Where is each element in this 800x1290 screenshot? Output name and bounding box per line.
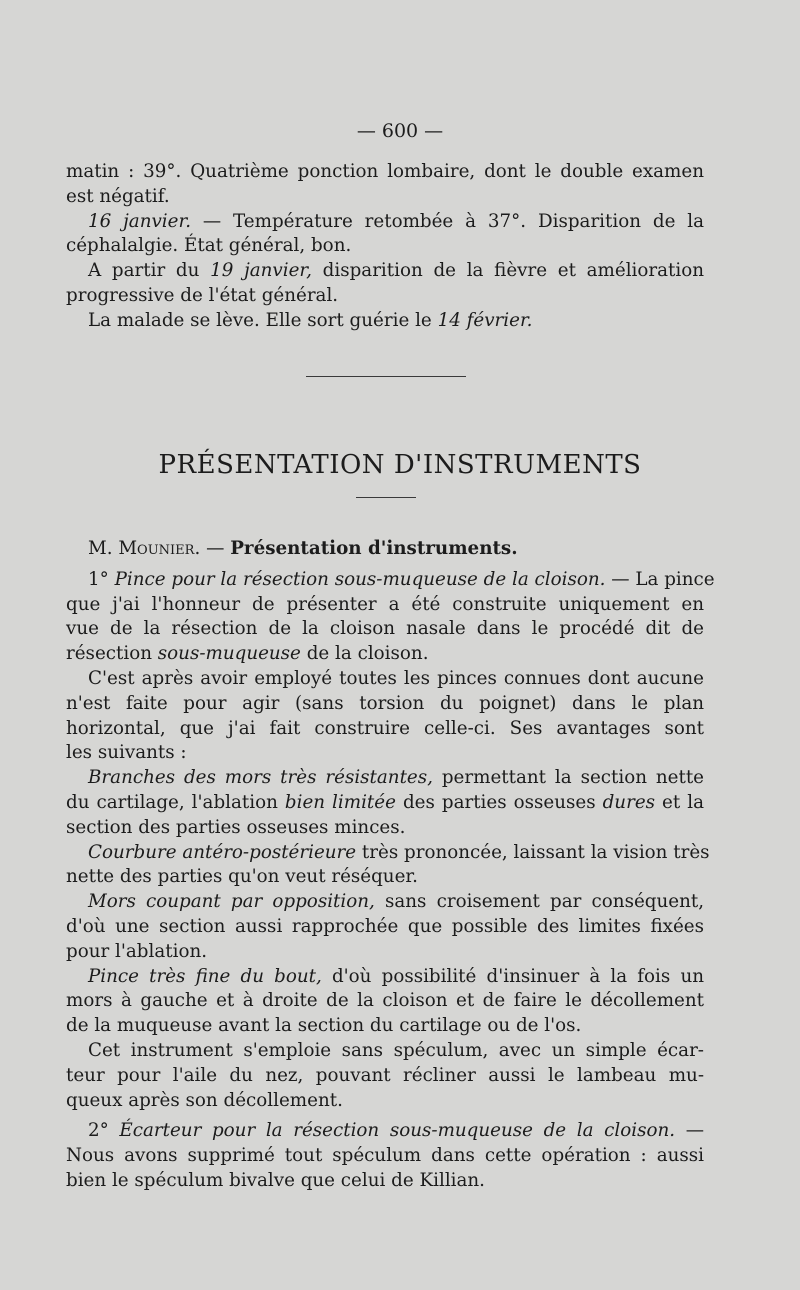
text-line: C'est après avoir employé toutes les pinces connues dont aucune	[88, 667, 704, 689]
text-line: section des parties osseuses minces.	[66, 816, 406, 838]
text-line: La malade se lève. Elle sort guérie le 14 février.	[88, 309, 533, 331]
title-underline	[356, 497, 416, 498]
text-line: d'où une section aussi rapprochée que possible des limites fixées	[66, 915, 704, 937]
section-divider	[306, 376, 466, 377]
text-line: Courbure antéro-postérieure très prononcée, laissant la vision très	[88, 841, 710, 863]
text-line: 1° Pince pour la résection sous-muqueuse de la cloison. — La pince	[88, 568, 715, 590]
text-line: Mors coupant par opposition, sans croisement par conséquent,	[88, 891, 704, 913]
text-line: mors à gauche et à droite de la cloison et de faire le décollement	[66, 990, 704, 1012]
presentation-body	[66, 537, 715, 1194]
text-line: horizontal, que j'ai fait construire celle-ci. Ses avantages sont	[66, 717, 704, 739]
text-line: pour l'ablation.	[66, 940, 208, 962]
text-line: Pince très fine du bout, d'où possibilité d'insinuer à la fois un	[88, 965, 704, 987]
text-line: est négatif.	[66, 185, 170, 207]
case-report-end	[66, 160, 704, 334]
text-line: de la muqueuse avant la section du cartilage ou de l'os.	[66, 1015, 582, 1037]
text-line: que j'ai l'honneur de présenter a été construite uniquement en	[66, 593, 704, 615]
text-line: matin : 39°. Quatrième ponction lombaire, dont le double examen	[66, 161, 704, 182]
text-line: teur pour l'aile du nez, pouvant récliner aussi le lambeau mu-	[66, 1064, 704, 1086]
text-line: queux après son décollement.	[66, 1089, 343, 1111]
text-line: vue de la résection de la cloison nasale dans le procédé dit de	[66, 618, 704, 640]
section-title: PRÉSENTATION D'INSTRUMENTS	[158, 450, 642, 480]
text-line: bien le spéculum bivalve que celui de Killian.	[66, 1169, 485, 1191]
text-line: du cartilage, l'ablation bien limitée des parties osseuses dures et la	[66, 791, 704, 813]
text-line: résection sous-muqueuse de la cloison.	[66, 643, 429, 665]
text-line: Branches des mors très résistantes, permettant la section nette	[88, 767, 705, 789]
text-line: 2° Écarteur pour la résection sous-muqueuse de la cloison. —	[88, 1120, 704, 1142]
text-line: progressive de l'état général.	[66, 284, 339, 306]
text-line: Nous avons supprimé tout spéculum dans cette opération : aussi	[66, 1145, 704, 1167]
text-line: les suivants :	[66, 742, 187, 764]
author-line: M. Mounier. — Présentation d'instruments.	[88, 538, 518, 559]
page-number: — 600 —	[356, 120, 444, 142]
text-line: 16 janvier. — Température retombée à 37°. Disparition de la	[88, 210, 705, 232]
text-line: nette des parties qu'on veut réséquer.	[66, 866, 418, 888]
text-line: n'est faite pour agir (sans torsion du poignet) dans le plan	[66, 692, 704, 714]
text-line: Cet instrument s'emploie sans spéculum, avec un simple écar-	[88, 1039, 704, 1061]
text-line: A partir du 19 janvier, disparition de la fièvre et amélioration	[88, 260, 705, 282]
text-line: céphalalgie. État général, bon.	[66, 235, 352, 257]
